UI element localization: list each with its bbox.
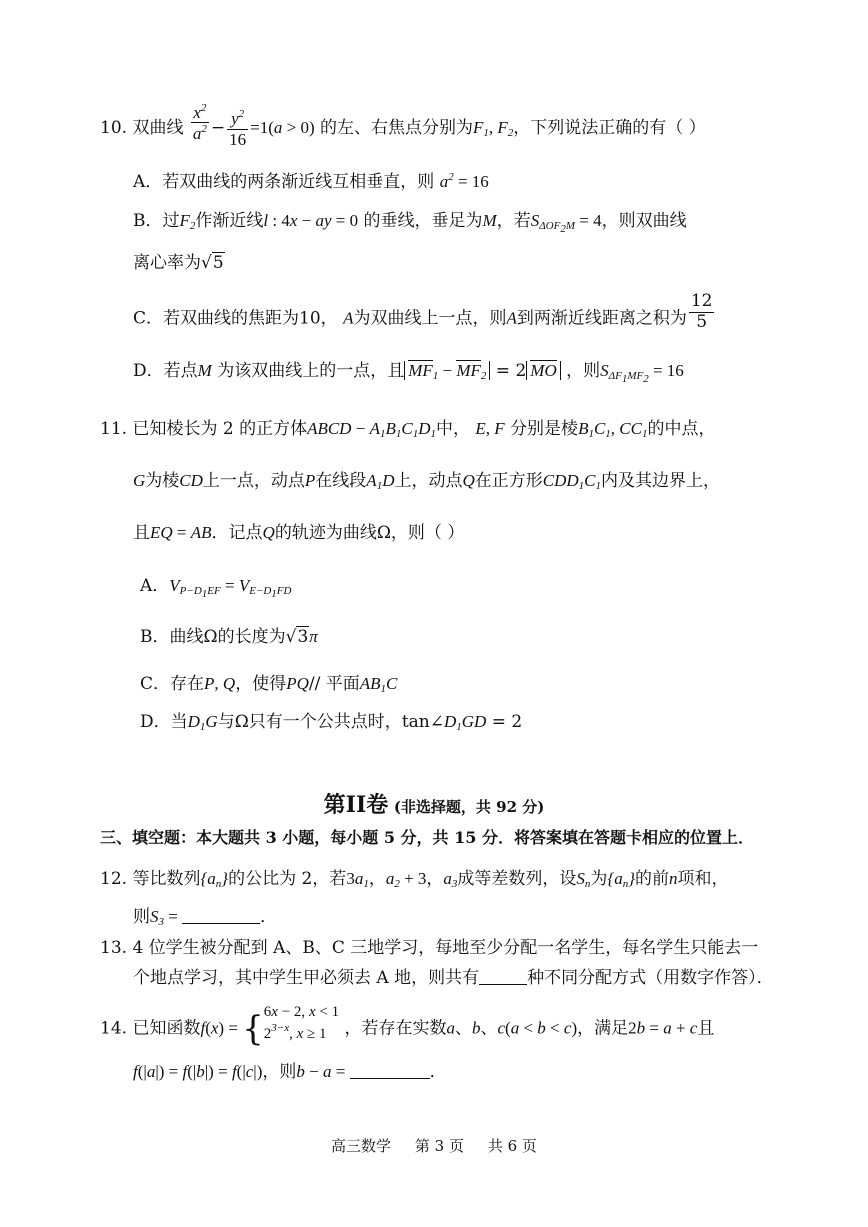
section-title: 第II卷 (非选择题，共 92 分) bbox=[323, 792, 545, 818]
q13-line2: 个地点学习，其中学生甲必须去 A 地，则共有 种不同分配方式（用数字作答）． bbox=[133, 968, 774, 988]
q11-stem-line3: 且EQ = AB．记点Q的轨迹为曲线Ω，则（ ） bbox=[133, 523, 465, 543]
q14-line2: f(|a|) = f(|b|) = f(|c|)，则b − a = ． bbox=[133, 1062, 447, 1082]
question-number: 10. bbox=[100, 118, 128, 139]
q11-option-b: B．曲线Ω的长度为√3π bbox=[140, 627, 318, 647]
answer-blank[interactable] bbox=[350, 1064, 430, 1079]
answer-blank[interactable] bbox=[479, 970, 527, 985]
q10-stem: 10. 双曲线 $\frac{x^2}{a^2}$ − $\frac{y^2}{16}$ =1(a > 0) 的左、右焦点分别为$F_1$, $F_2$，下列说法正确的有（ ） bbox=[100, 101, 706, 149]
q12-line1: 12. 等比数列$\{a_n\}$的公比为 2，若$3a_1$，$a_2 + 3$，$a_3$成等差数列，设$S_n$为$\{a_n\}$的前n项和， bbox=[100, 869, 729, 890]
question-number: 12. bbox=[100, 869, 128, 889]
page-footer: 高三数学 第 3 页 共 6 页 bbox=[331, 1137, 537, 1155]
q13-line1: 13. 4 位学生被分配到 A、B、C 三地学习，每地至少分配一名学生，每名学生只能去一 bbox=[100, 938, 759, 958]
q11-option-c: C．存在P, Q，使得PQ// 平面$AB_1C$ bbox=[140, 674, 398, 695]
q14-line1: 14. 已知函数f(x) = {6x − 2, x < 1 $2^{3-x}$, x ≥ 1 ，若存在实数a、b、c(a < b < c)，满足2b = a + c且 bbox=[100, 1003, 715, 1049]
q10-option-b: B．过$F_2$作渐近线l : 4x − ay = 0 的垂线，垂足为M，若$S_{\Delta OF_2M} = 4$，则双曲线 bbox=[133, 211, 687, 235]
section-instruction: 三、填空题：本大题共 3 小题，每小题 5 分，共 15 分．将答案填在答题卡相应的位置上． bbox=[100, 828, 754, 847]
q12-line2: 则$S_3$ = ． bbox=[133, 907, 278, 928]
question-number: 14. bbox=[100, 1018, 128, 1039]
q10-option-d: D．若点M 为该双曲线上的一点，且 $MF_1 - MF_2 = 2$ MO ，则$S_{\Delta F_1MF_2} = 16$ bbox=[133, 361, 684, 385]
q11-option-d: D．当$D_1G$与Ω只有一个公共点时，$\tan\angle D_1GD = 2$ bbox=[140, 712, 523, 733]
q11-stem-line1: 11. 已知棱长为 2 的正方体ABCD − $A_1B_1C_1D_1$中， E, F 分别是棱$B_1C_1$, $CC_1$的中点， bbox=[100, 419, 716, 440]
question-number: 13. bbox=[100, 938, 128, 958]
q10-option-a: A．若双曲线的两条渐近线互相垂直，则 $a^2 = 16$ bbox=[133, 171, 489, 192]
q10-option-c: C．若双曲线的焦距为10， A为双曲线上一点，则A到两渐近线距离之积为 $\frac{12}{5}$ bbox=[133, 291, 713, 332]
q11-option-a: A．$V_{P-D_1EF} = V_{E-D_1FD}$ bbox=[140, 576, 292, 600]
answer-blank[interactable] bbox=[182, 909, 260, 924]
question-number: 11. bbox=[100, 419, 128, 439]
q10-option-b-line2: 离心率为√5 bbox=[133, 253, 224, 273]
q11-stem-line2: G为棱CD上一点，动点P在线段$A_1D$上，动点Q在正方形$CDD_1C_1$内及其边界上， bbox=[133, 471, 720, 492]
